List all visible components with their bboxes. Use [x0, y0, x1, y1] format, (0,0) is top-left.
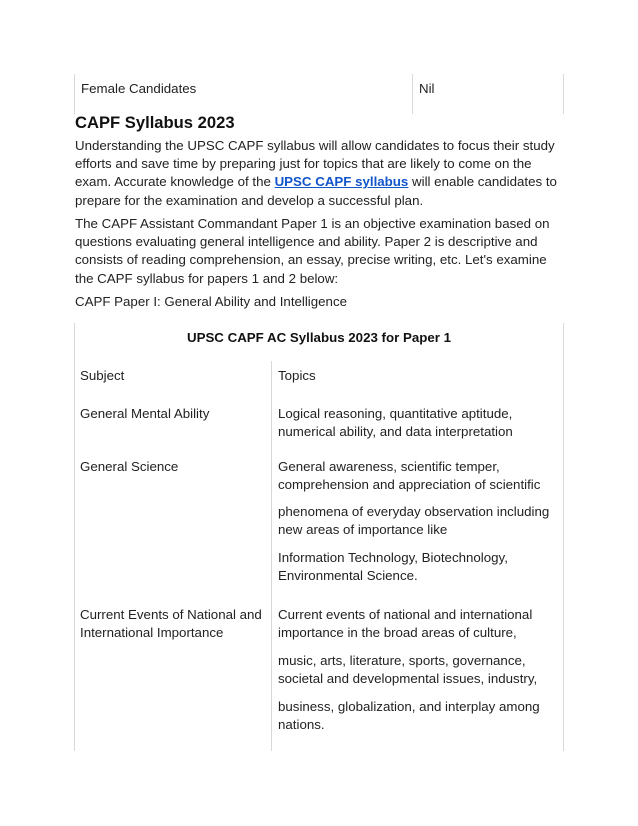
table-caption: UPSC CAPF AC Syllabus 2023 for Paper 1 — [186, 330, 452, 345]
table-border-left — [74, 323, 75, 751]
intro-text-end: will enable candidates to prepare for the examination and develop a successful plan. — [75, 174, 557, 208]
table-border-right — [563, 74, 564, 114]
subject-cell: Current Events of National and International Importance — [80, 607, 262, 640]
eligibility-table-row — [74, 74, 564, 114]
row-label: Female Candidates — [81, 81, 197, 96]
intro-text-start: Understanding the UPSC CAPF syllabus will allow candidates to focus their study efforts and save time by preparing just for topics that are likely to come on the exam. Accurate knowledge of the — [75, 138, 555, 190]
header-subject: Subject — [80, 368, 125, 383]
table-column-divider — [271, 361, 272, 751]
syllabus-table — [74, 323, 564, 826]
paper1-label: CAPF Paper I: General Ability and Intelligence — [75, 294, 347, 309]
topic-cell: Logical reasoning, quantitative aptitude, numerical ability, and data interpretation — [278, 406, 513, 439]
subject-cell: General Science — [80, 459, 179, 474]
subject-cell: General Mental Ability — [80, 406, 210, 421]
section-title: CAPF Syllabus 2023 — [75, 113, 235, 132]
table-border-left — [74, 74, 75, 114]
upsc-capf-syllabus-link[interactable]: UPSC CAPF syllabus — [274, 174, 409, 190]
intro-paragraph — [75, 137, 565, 210]
topic-cell: phenomena of everyday observation including new areas of importance like — [278, 504, 550, 537]
topic-cell: business, globalization, and interplay among nations. — [278, 699, 540, 732]
topic-cell: Current events of national and international importance in the broad areas of culture, — [278, 607, 533, 640]
row-value: Nil — [419, 81, 435, 96]
topic-cell: music, arts, literature, sports, governance, societal and developmental issues, industry, — [278, 653, 538, 686]
table-border-middle — [412, 74, 413, 114]
papers-paragraph: The CAPF Assistant Commandant Paper 1 is an objective examination based on questions evaluating general intelligence and ability. Paper 2 is descriptive and consists of reading comprehension, an essay, precise writing, etc. Let's examine the CAPF syllabus for papers 1 and 2 below: — [75, 216, 550, 286]
table-border-right — [563, 323, 564, 751]
header-topics: Topics — [278, 368, 316, 383]
topic-cell: General awareness, scientific temper, comprehension and appreciation of scientific — [278, 459, 541, 492]
topic-cell: Information Technology, Biotechnology, Environmental Science. — [278, 550, 508, 583]
